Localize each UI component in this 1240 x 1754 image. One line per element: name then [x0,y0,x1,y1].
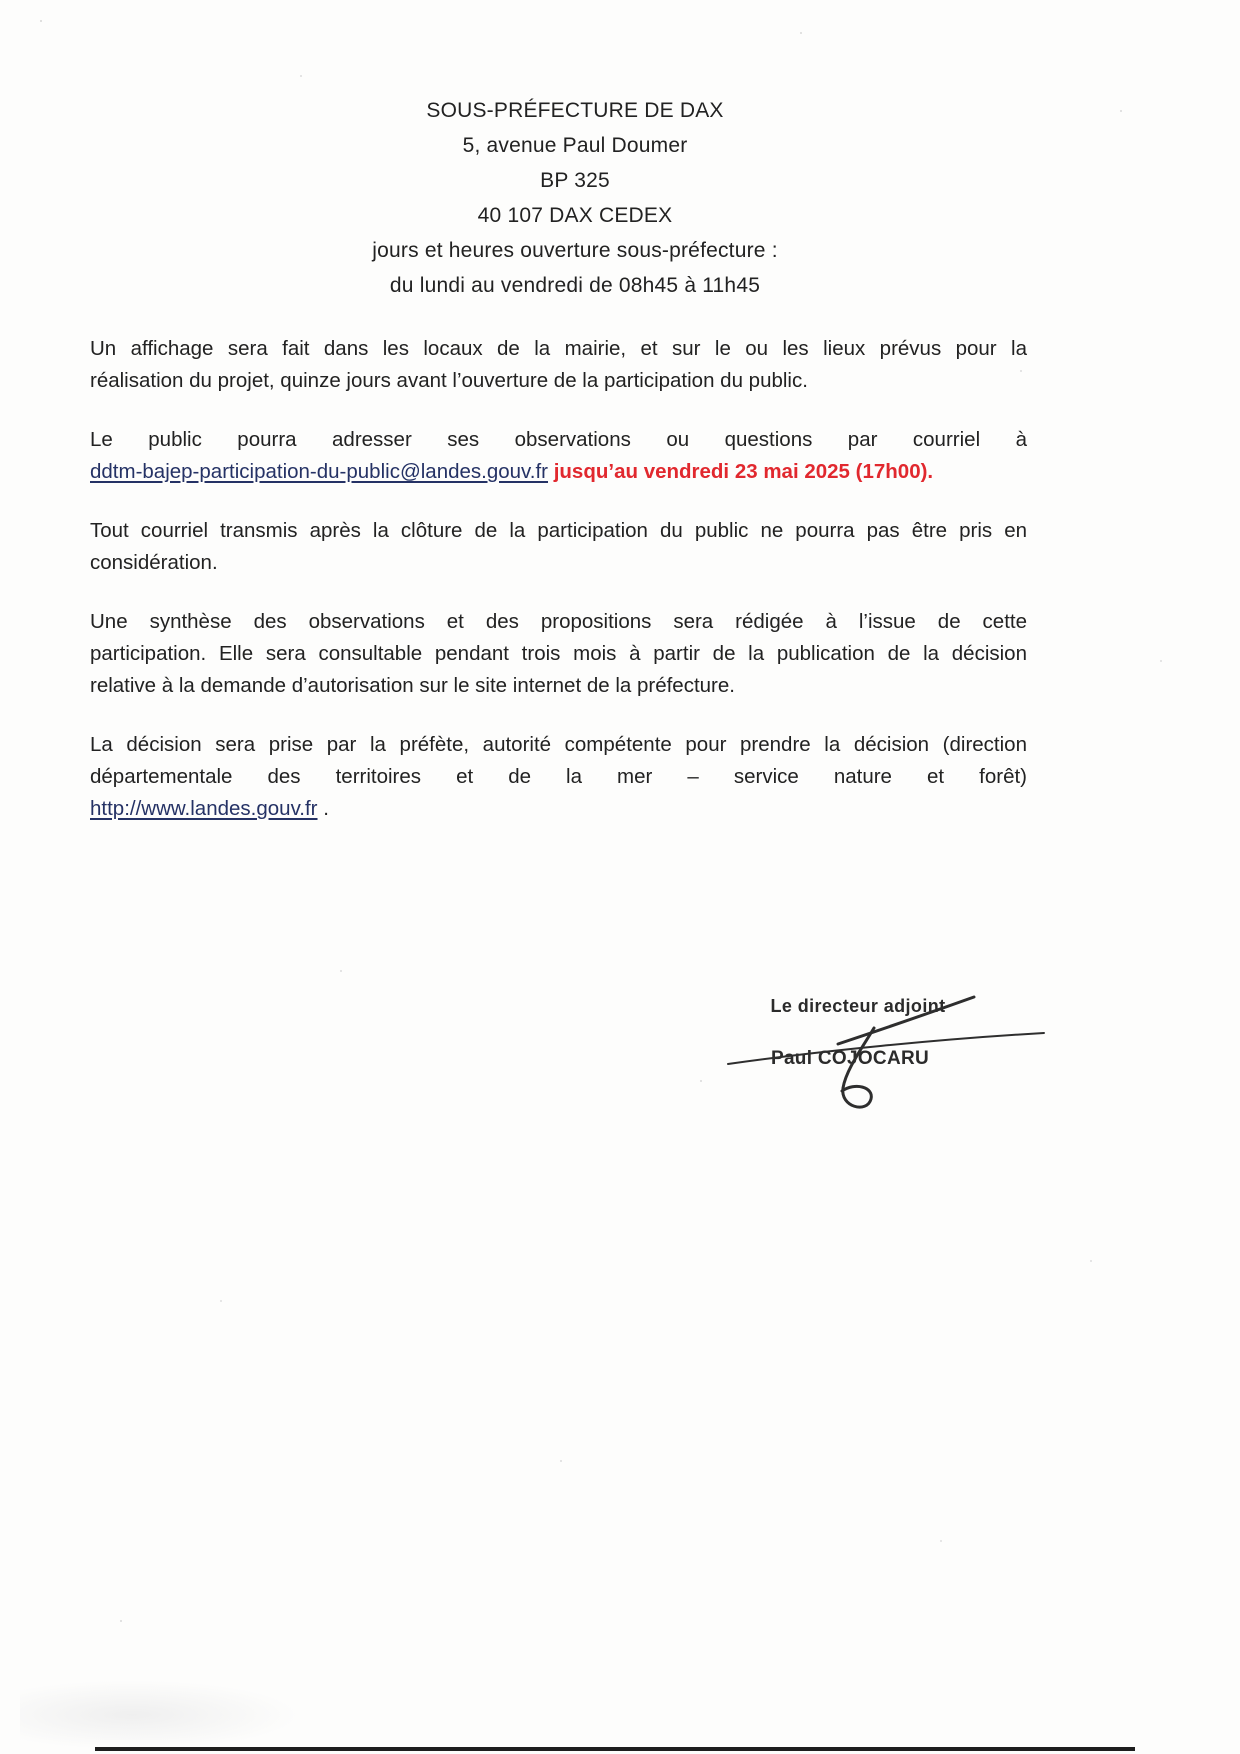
handwritten-signature-icon [640,988,1050,1128]
address-city: 40 107 DAX CEDEX [477,204,673,227]
paragraph-line: relative à la demande d’autorisation sur le site internet de la préfecture. [90,674,735,697]
paragraph-line: Une synthèse des observations et des propositions sera rédigée à l’issue de cette [90,610,1027,633]
paragraph-affichage [90,333,1027,397]
paragraph-line: La décision sera prise par la préfète, autorité compétente pour prendre la décision (direction [90,733,1027,756]
opening-hours-label: jours et heures ouverture sous-préfecture : [372,239,778,262]
sentence-end: . [317,797,329,820]
office-title: SOUS-PRÉFECTURE DE DAX [426,99,724,122]
paragraph-line: Le public pourra adresser ses observations ou questions par courriel à [90,428,1027,451]
paragraph-courriel [90,424,1027,488]
paragraph-line: participation. Elle sera consultable pendant trois mois à partir de la publication de la décision [90,642,1027,665]
signature-role: Le directeur adjoint [770,996,946,1016]
email-link[interactable]: ddtm-bajep-participation-du-public@landes.gouv.fr [90,460,549,483]
deadline-text: jusqu’au vendredi 23 mai 2025 (17h00). [548,460,934,483]
paragraph-line: départementale des territoires et de la mer – service nature et forêt) [90,765,1027,788]
paragraph-line [90,456,1027,488]
paragraph-decision [90,729,1027,825]
signature-name: Paul COJOCARU [770,1048,930,1069]
website-link[interactable]: http://www.landes.gouv.fr [90,797,318,820]
letter-body [90,333,1027,852]
paragraph-line: réalisation du projet, quinze jours avant l’ouverture de la participation du public. [90,369,808,392]
paragraph-line: Un affichage sera fait dans les locaux de la mairie, et sur le ou les lieux prévus pour la [90,337,1027,360]
address-po-box: BP 325 [540,169,610,192]
paragraph-line: considération. [90,551,218,574]
letterhead [120,93,1030,303]
paragraph-line [90,793,1027,825]
paragraph-cloture [90,515,1027,579]
paragraph-synthese [90,606,1027,702]
paragraph-line: Tout courriel transmis après la clôture de la participation du public ne pourra pas être pris en [90,519,1027,542]
address-street: 5, avenue Paul Doumer [462,134,688,157]
scan-smudge [20,1680,300,1750]
scan-edge-artifact [95,1747,1135,1751]
signature-block [640,988,1050,1128]
opening-hours-value: du lundi au vendredi de 08h45 à 11h45 [389,274,761,297]
scan-noise [40,20,42,22]
